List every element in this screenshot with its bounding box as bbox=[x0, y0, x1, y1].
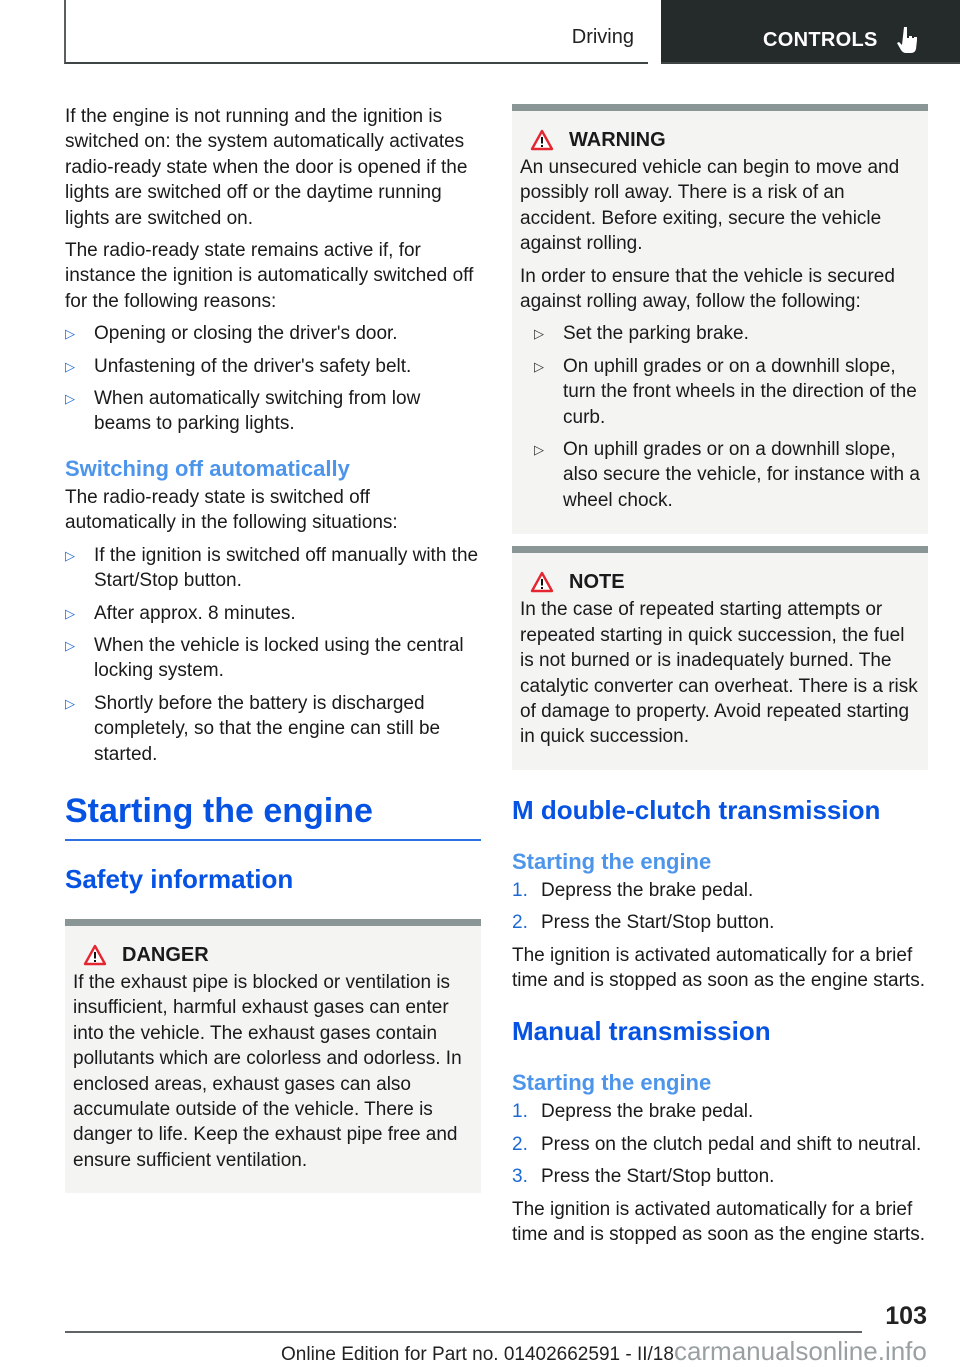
manual-subheading: Starting the engine bbox=[512, 1070, 712, 1096]
list-item: ▷ Unfastening of the driver's safety belt. bbox=[65, 354, 481, 379]
triangle-bullet-icon: ▷ bbox=[534, 326, 544, 342]
list-item: ▷ On uphill grades or on a downhill slope, also secure the vehicle, for instance with a wheel chock. bbox=[534, 439, 920, 511]
list-item: ▷ Opening or closing the driver's door. bbox=[65, 321, 481, 346]
mdct-subheading: Starting the engine bbox=[512, 848, 712, 874]
list-item: ▷ After approx. 8 minutes. bbox=[65, 601, 481, 626]
mdct-steps bbox=[512, 878, 928, 936]
intro-paragraph-2: The radio-ready state remains active if, for instance the ignition is automatically switched off for the following reasons: bbox=[65, 240, 474, 312]
list-item: 1. Depress the brake pedal. bbox=[512, 879, 754, 901]
manual-text: The ignition is activated automatically for a brief time and is stopped as soon as the engine starts. bbox=[512, 1198, 925, 1245]
list-item: ▷ Shortly before the battery is discharged completely, so that the engine can still be started. bbox=[65, 692, 441, 765]
danger-box bbox=[65, 919, 481, 1193]
triangle-bullet-icon: ▷ bbox=[65, 391, 75, 407]
mdct-text: The ignition is activated automatically for a brief time and is stopped as soon as the engine starts. bbox=[512, 944, 925, 991]
header-tab-label: CONTROLS bbox=[763, 29, 878, 51]
right-column bbox=[512, 104, 928, 1247]
list-item: 2. Press on the clutch pedal and shift to neutral. bbox=[512, 1133, 922, 1155]
header-frame bbox=[64, 0, 648, 64]
intro-paragraph-1: If the engine is not running and the ignition is switched on: the system automatically activates radio-ready state when the door is opened if the lights are switched off or the daytime running lights are switched on. bbox=[65, 106, 468, 229]
switch-off-heading: Switching off automatically bbox=[65, 455, 350, 481]
triangle-bullet-icon: ▷ bbox=[534, 358, 544, 374]
starting-engine-heading: Starting the engine bbox=[65, 791, 481, 841]
watermark: carmanualsonline.info bbox=[673, 1336, 927, 1366]
footer-divider bbox=[65, 1331, 862, 1333]
danger-text: If the exhaust pipe is blocked or ventilation is insufficient, harmful exhaust gases can enter into the vehicle. The exhaust gases contain pollutants which are colorless and odorless. In enclosed areas, exhaust gases can also accumulate outside of the vehicle. There is danger to life. Keep the exhaust pipe free and ensure sufficient ventilation. bbox=[73, 971, 462, 1171]
note-text: In the case of repeated starting attempts or repeated starting in quick succession, the fuel is not burned or is inadequately burned. The catalytic converter can overheat. There is a risk of damage to property. Avoid repeated starting in quick succession. bbox=[520, 599, 918, 748]
header-section-title: Driving bbox=[571, 26, 634, 48]
manual-steps bbox=[512, 1099, 928, 1189]
manual-heading: Manual transmission bbox=[512, 1016, 771, 1047]
reasons-list bbox=[65, 321, 481, 437]
list-item: ▷ On uphill grades or on a downhill slope, turn the front wheels in the direction of the curb. bbox=[534, 355, 917, 428]
warning-triangle-icon bbox=[83, 944, 107, 966]
list-item: ▷ If the ignition is switched off manually with the Start/Stop button. bbox=[65, 544, 479, 592]
situations-list bbox=[65, 543, 481, 767]
list-item: 2. Press the Start/Stop button. bbox=[512, 912, 775, 934]
left-column bbox=[65, 104, 481, 1193]
list-item: 1. Depress the brake pedal. bbox=[512, 1101, 754, 1123]
warning-text-1: An unsecured vehicle can begin to move and possibly roll away. There is a risk of an accident. Before exiting, secure the vehicle against rolling. bbox=[520, 157, 900, 255]
switch-off-intro: The radio-ready state is switched off automatically in the following situations: bbox=[65, 486, 398, 534]
pointing-hand-icon bbox=[896, 26, 920, 54]
warning-box bbox=[512, 104, 928, 534]
triangle-bullet-icon: ▷ bbox=[65, 605, 75, 621]
note-box bbox=[512, 546, 928, 769]
note-title: NOTE bbox=[520, 569, 920, 595]
triangle-bullet-icon: ▷ bbox=[65, 358, 75, 374]
list-item: ▷ When automatically switching from low beams to parking lights. bbox=[65, 388, 421, 435]
footer-edition: Online Edition for Part no. 01402662591 - II/18carmanualsonline.info bbox=[281, 1336, 927, 1366]
warning-title: WARNING bbox=[520, 127, 920, 153]
list-item: ▷ Set the parking brake. bbox=[534, 321, 920, 346]
warning-triangle-icon bbox=[530, 571, 554, 593]
mdct-heading: M double-clutch transmission bbox=[512, 794, 881, 825]
safety-information-heading: Safety information bbox=[65, 863, 294, 894]
list-item: 3. Press the Start/Stop button. bbox=[512, 1166, 775, 1188]
header-tab-controls bbox=[661, 0, 960, 64]
list-item: ▷ When the vehicle is locked using the central locking system. bbox=[65, 634, 464, 682]
triangle-bullet-icon: ▷ bbox=[534, 442, 544, 458]
triangle-bullet-icon: ▷ bbox=[65, 326, 75, 342]
triangle-bullet-icon: ▷ bbox=[65, 547, 75, 563]
warning-triangle-icon bbox=[530, 129, 554, 151]
triangle-bullet-icon: ▷ bbox=[65, 695, 75, 711]
page-number: 103 bbox=[885, 1302, 927, 1330]
danger-title: DANGER bbox=[73, 942, 473, 968]
triangle-bullet-icon: ▷ bbox=[65, 637, 75, 653]
warning-list bbox=[520, 321, 920, 513]
warning-text-2: In order to ensure that the vehicle is secured against rolling away, follow the following: bbox=[520, 265, 895, 313]
